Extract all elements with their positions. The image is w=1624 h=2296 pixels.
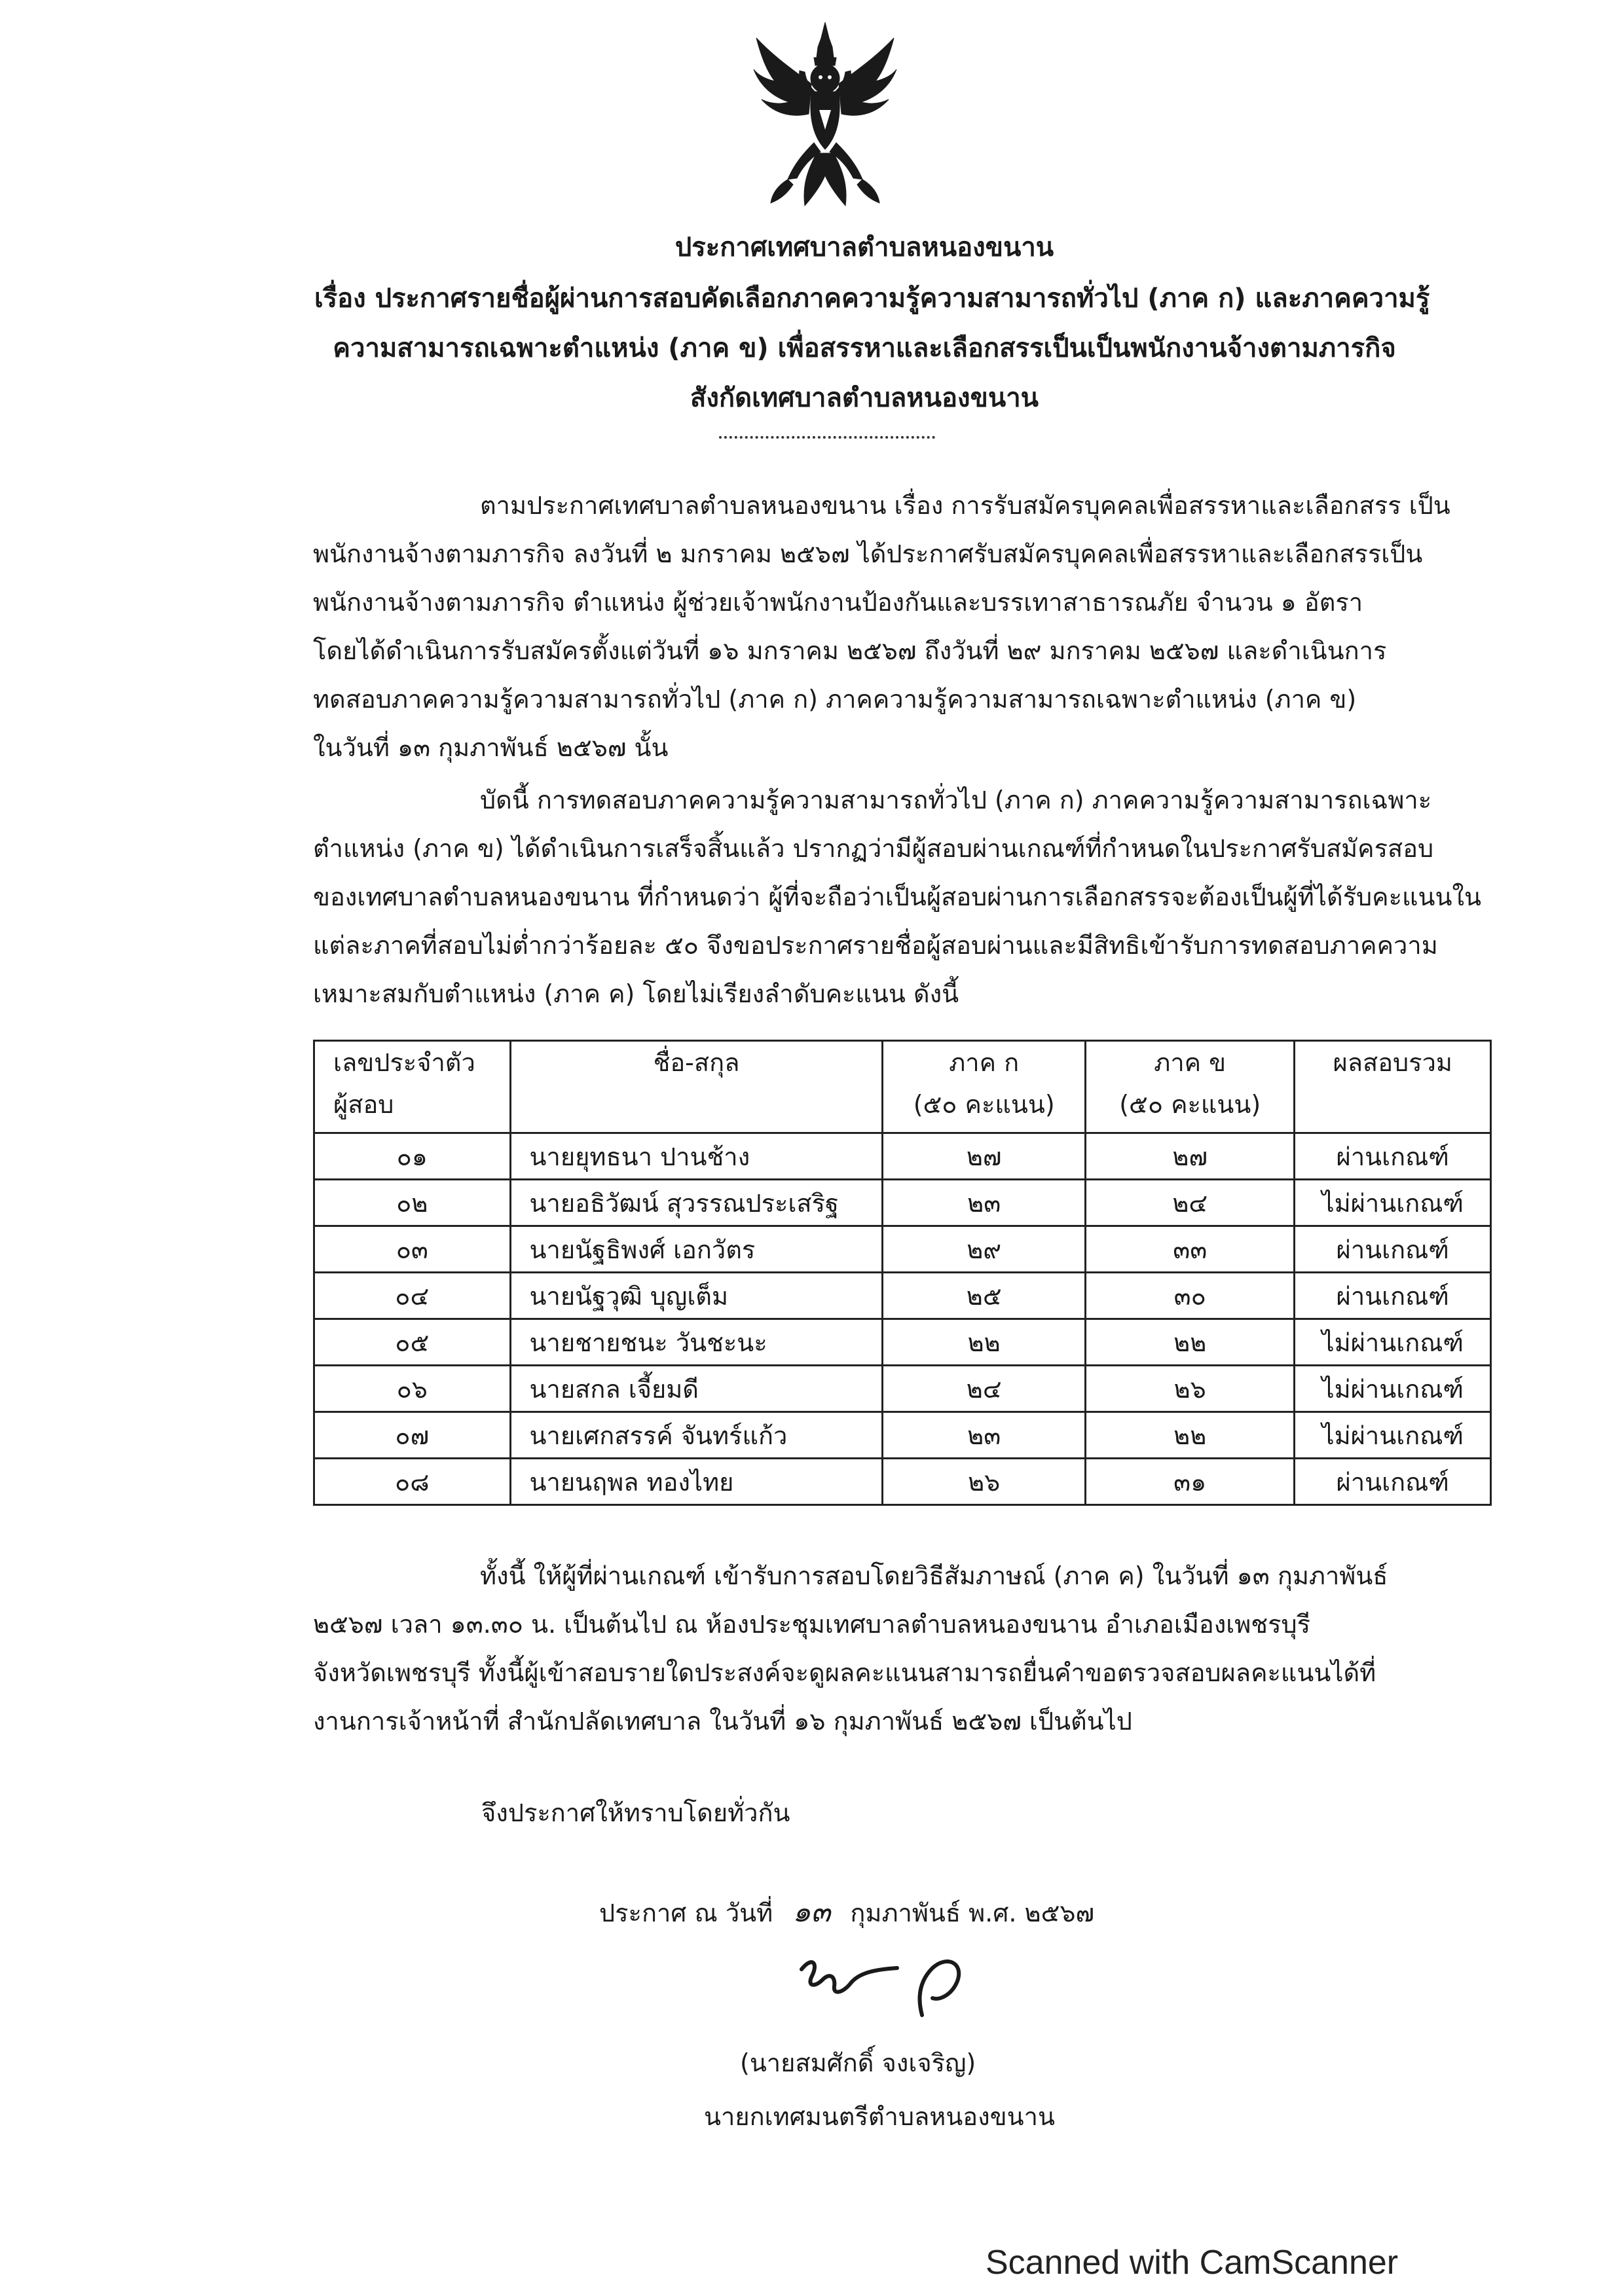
cell-name: นายนัฐธิพงศ์ เอกวัตร [510, 1226, 883, 1273]
header-part-b [1085, 1041, 1295, 1133]
header-text: (๕๐ คะแนน) [1119, 1090, 1261, 1119]
signature-mark [792, 1943, 1002, 2022]
paragraph-3 [313, 1552, 1439, 1745]
paragraph-line: จังหวัดเพชรบุรี ทั้งนี้ผู้เข้าสอบรายใดประสงค์จะดูผลคะแนนสามารถยื่นคำขอตรวจสอบผลคะแนนได้ที่ [313, 1658, 1376, 1687]
cell-part-b: ๒๔ [1085, 1180, 1295, 1226]
table-row [314, 1273, 1491, 1319]
paragraph-line: ทดสอบภาคความรู้ความสามารถทั่วไป (ภาค ก) ภาคความรู้ความสามารถเฉพาะตำแหน่ง (ภาค ข) [313, 685, 1357, 714]
results-table [313, 1040, 1492, 1506]
cell-result: ไม่ผ่านเกณฑ์ [1295, 1180, 1491, 1226]
paragraph-line: งานการเจ้าหน้าที่ สำนักปลัดเทศบาล ในวันที่ ๑๖ กุมภาพันธ์ ๒๕๖๗ เป็นต้นไป [313, 1707, 1132, 1736]
cell-part-b: ๒๒ [1085, 1412, 1295, 1459]
paragraph-line: ในวันที่ ๑๓ กุมภาพันธ์ ๒๕๖๗ นั้น [313, 733, 669, 762]
paragraph-line: ทั้งนี้ ให้ผู้ที่ผ่านเกณฑ์ เข้ารับการสอบโดยวิธีสัมภาษณ์ (ภาค ค) ในวันที่ ๑๓ กุมภาพันธ์ [480, 1561, 1388, 1590]
signer-name: (นายสมศักดิ์ จงเจริญ) [740, 2049, 976, 2077]
handwritten-day: ๑๓ [792, 1895, 831, 1929]
closing-statement [481, 1789, 1608, 1837]
scanner-watermark: Scanned with CamScanner [986, 2244, 1399, 2282]
cell-name: นายนัฐวุฒิ บุญเต็ม [510, 1273, 883, 1319]
table-header-row [314, 1041, 1491, 1133]
announce-suffix: กุมภาพันธ์ พ.ศ. ๒๕๖๗ [850, 1899, 1095, 1927]
cell-part-a: ๒๙ [883, 1226, 1086, 1273]
garuda-emblem [748, 18, 902, 215]
header-text: ภาค ข [1154, 1048, 1227, 1077]
cell-part-b: ๓๑ [1085, 1459, 1295, 1505]
table-row [314, 1180, 1491, 1226]
cell-id: ๐๘ [314, 1459, 511, 1505]
cell-result: ผ่านเกณฑ์ [1295, 1273, 1491, 1319]
cell-result: ไม่ผ่านเกณฑ์ [1295, 1366, 1491, 1412]
cell-id: ๐๔ [314, 1273, 511, 1319]
header-candidate-id [314, 1041, 511, 1133]
document-title: ประกาศเทศบาลตำบลหนองขนาน [674, 232, 1054, 263]
paragraph-line: ตำแหน่ง (ภาค ข) ได้ดำเนินการเสร็จสิ้นแล้ว ปรากฏว่ามีผู้สอบผ่านเกณฑ์ที่กำหนดในประกาศรับสมัครสอบ [313, 834, 1434, 863]
header-text: ผลสอบรวม [1333, 1048, 1452, 1077]
document-subject-line-2: ความสามารถเฉพาะตำแหน่ง (ภาค ข) เพื่อสรรหาและเลือกสรรเป็นเป็นพนักงานจ้างตามภารกิจ [333, 333, 1396, 363]
cell-part-b: ๒๗ [1085, 1133, 1295, 1180]
announce-prefix: ประกาศ ณ วันที่ [599, 1899, 773, 1927]
header-text: ภาค ก [949, 1048, 1020, 1077]
paragraph-line: แต่ละภาคที่สอบไม่ต่ำกว่าร้อยละ ๕๐ จึงขอประกาศรายชื่อผู้สอบผ่านและมีสิทธิเข้ารับการทดสอบภาคความ [313, 931, 1438, 960]
paragraph-1 [313, 481, 1450, 772]
cell-result: ผ่านเกณฑ์ [1295, 1459, 1491, 1505]
paragraph-line: ตามประกาศเทศบาลตำบลหนองขนาน เรื่อง การรับสมัครบุคคลเพื่อสรรหาและเลือกสรร เป็น [480, 491, 1450, 520]
cell-part-b: ๒๖ [1085, 1366, 1295, 1412]
table-row [314, 1133, 1491, 1180]
paragraph-line: เหมาะสมกับตำแหน่ง (ภาค ค) โดยไม่เรียงลำดับคะแนน ดังนี้ [313, 979, 959, 1008]
dotted-divider [719, 436, 935, 439]
cell-part-a: ๒๓ [883, 1180, 1086, 1226]
header-text: (๕๐ คะแนน) [913, 1090, 1055, 1119]
cell-name: นายเศกสรรค์ จันทร์แก้ว [510, 1412, 883, 1459]
cell-name: นายสกล เจี้ยมดี [510, 1366, 883, 1412]
cell-part-b: ๓๐ [1085, 1273, 1295, 1319]
cell-id: ๐๖ [314, 1366, 511, 1412]
document-subject-line-1: เรื่อง ประกาศรายชื่อผู้ผ่านการสอบคัดเลือกภาคความรู้ความสามารถทั่วไป (ภาค ก) และภาคความรู้ [314, 283, 1430, 314]
cell-name: นายอธิวัฒน์ สุวรรณประเสริฐ [510, 1180, 883, 1226]
cell-part-a: ๒๕ [883, 1273, 1086, 1319]
paragraph-line: พนักงานจ้างตามภารกิจ ตำแหน่ง ผู้ช่วยเจ้าพนักงานป้องกันและบรรเทาสาธารณภัย จำนวน ๑ อัตรา [313, 588, 1363, 617]
header-part-a [883, 1041, 1086, 1133]
cell-id: ๐๓ [314, 1226, 511, 1273]
announcement-date [599, 1889, 1094, 1935]
table-row [314, 1412, 1491, 1459]
paragraph-line: โดยได้ดำเนินการรับสมัครตั้งแต่วันที่ ๑๖ มกราคม ๒๕๖๗ ถึงวันที่ ๒๙ มกราคม ๒๕๖๗ และดำเนินการ [313, 636, 1387, 665]
cell-result: ไม่ผ่านเกณฑ์ [1295, 1412, 1491, 1459]
paragraph-line: ของเทศบาลตำบลหนองขนาน ที่กำหนดว่า ผู้ที่จะถือว่าเป็นผู้สอบผ่านการเลือกสรรจะต้องเป็นผู้ที่ได้รับคะแนนใน [313, 883, 1481, 911]
cell-id: ๐๑ [314, 1133, 511, 1180]
signer-title: นายกเทศมนตรีตำบลหนองขนาน [704, 2102, 1055, 2131]
cell-name: นายนฤพล ทองไทย [510, 1459, 883, 1505]
cell-name: นายยุทธนา ปานช้าง [510, 1133, 883, 1180]
closing-line: จึงประกาศให้ทราบโดยทั่วกัน [481, 1798, 790, 1827]
document-subject-line-3: สังกัดเทศบาลตำบลหนองขนาน [690, 383, 1039, 413]
paragraph-line: บัดนี้ การทดสอบภาคความรู้ความสามารถทั่วไป (ภาค ก) ภาคความรู้ความสามารถเฉพาะ [480, 786, 1432, 814]
table-row [314, 1226, 1491, 1273]
cell-part-a: ๒๓ [883, 1412, 1086, 1459]
cell-result: ผ่านเกณฑ์ [1295, 1133, 1491, 1180]
table-row [314, 1319, 1491, 1366]
cell-part-a: ๒๔ [883, 1366, 1086, 1412]
header-name [510, 1041, 883, 1133]
table-row [314, 1366, 1491, 1412]
cell-result: ผ่านเกณฑ์ [1295, 1226, 1491, 1273]
header-text: เลขประจำตัว [333, 1048, 475, 1077]
header-text: ชื่อ-สกุล [653, 1048, 740, 1077]
header-text: ผู้สอบ [333, 1090, 394, 1119]
paragraph-line: พนักงานจ้างตามภารกิจ ลงวันที่ ๒ มกราคม ๒๕๖๗ ได้ประกาศรับสมัครบุคคลเพื่อสรรหาและเลือกสรรเป็น [313, 539, 1423, 568]
cell-part-a: ๒๗ [883, 1133, 1086, 1180]
cell-part-a: ๒๖ [883, 1459, 1086, 1505]
header-result [1295, 1041, 1491, 1133]
cell-name: นายชายชนะ วันชะนะ [510, 1319, 883, 1366]
paragraph-line: ๒๕๖๗ เวลา ๑๓.๓๐ น. เป็นต้นไป ณ ห้องประชุมเทศบาลตำบลหนองขนาน อำเภอเมืองเพชรบุรี [313, 1610, 1311, 1639]
table-row [314, 1459, 1491, 1505]
cell-id: ๐๗ [314, 1412, 511, 1459]
cell-id: ๐๒ [314, 1180, 511, 1226]
cell-part-b: ๓๓ [1085, 1226, 1295, 1273]
cell-id: ๐๕ [314, 1319, 511, 1366]
paragraph-2 [313, 776, 1481, 1018]
cell-part-b: ๒๒ [1085, 1319, 1295, 1366]
cell-result: ไม่ผ่านเกณฑ์ [1295, 1319, 1491, 1366]
cell-part-a: ๒๒ [883, 1319, 1086, 1366]
